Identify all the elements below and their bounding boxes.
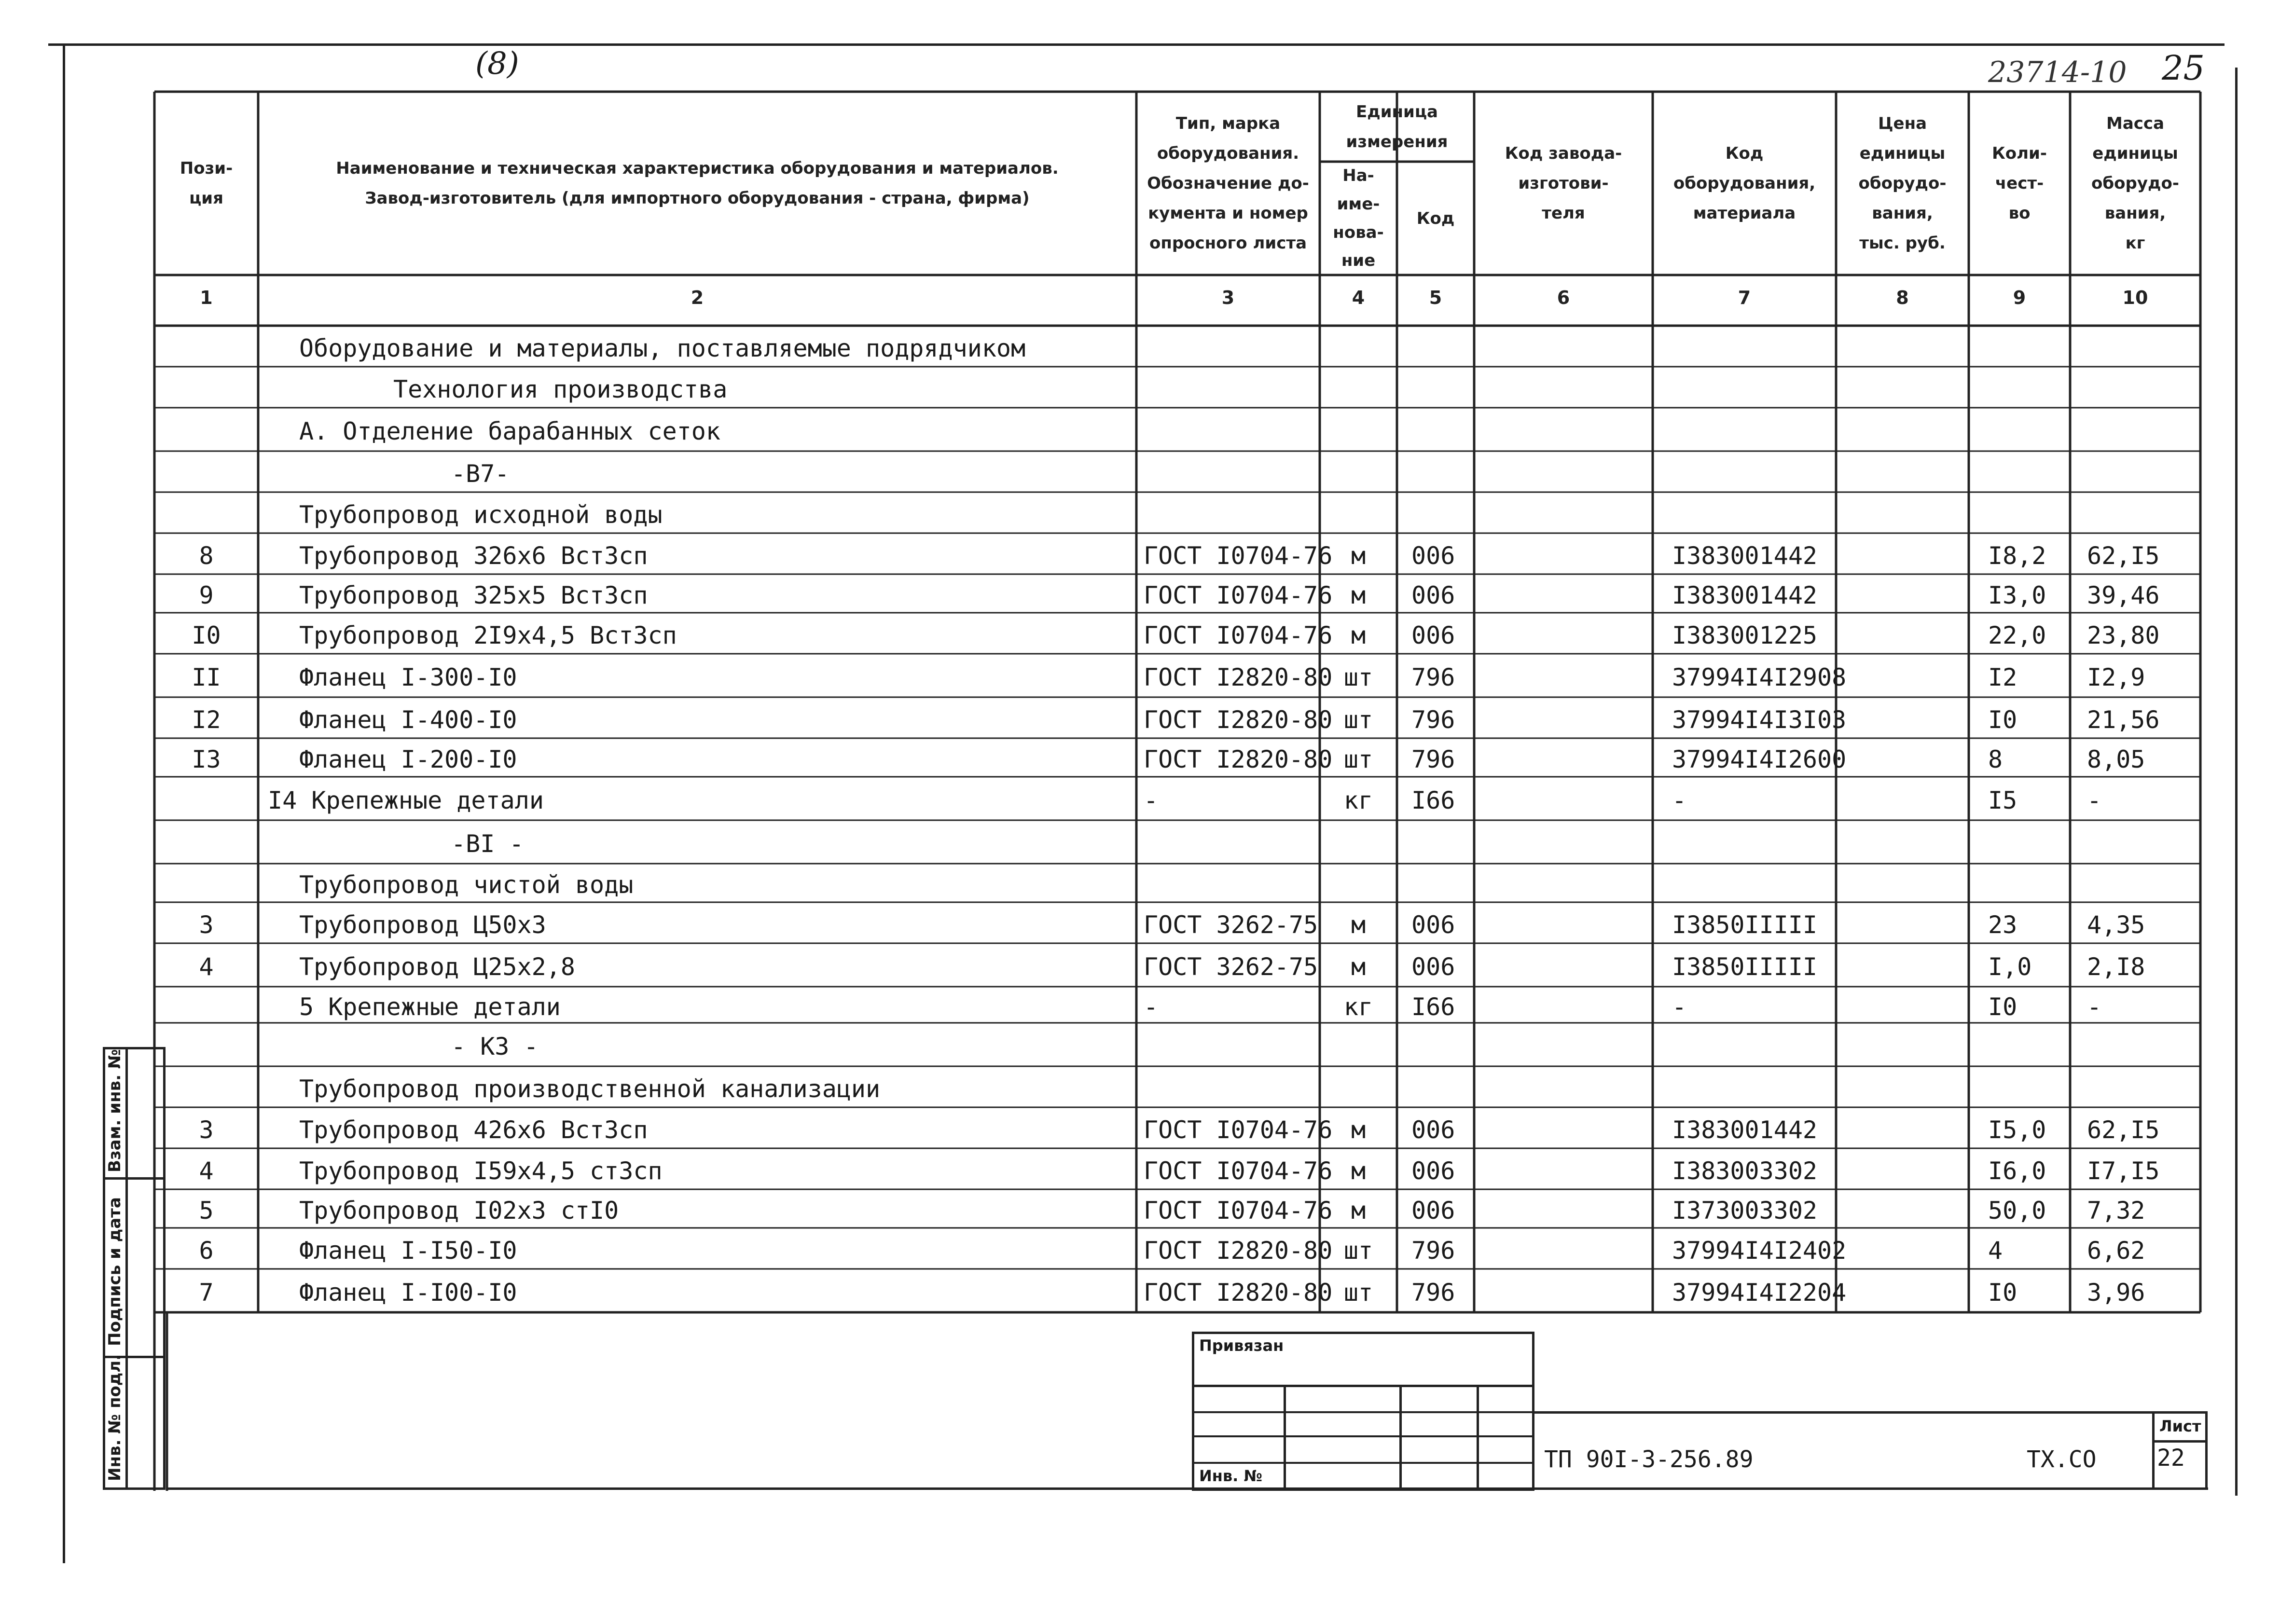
row-quantity: I5 [1988,786,2017,814]
row-name: Фланец I-I00-I0 [299,1279,517,1307]
row-unit-name: шт [1343,1279,1373,1307]
column-number: 2 [691,287,704,308]
row-quantity: I0 [1988,992,2017,1021]
row-document: ГОСТ I2820-80 [1144,1279,1333,1307]
header-unit: Единица измерения [1346,102,1448,151]
column-number: 1 [200,287,213,308]
row-name: Фланец I-400-I0 [299,705,517,734]
row-mass: 62,I5 [2087,1115,2160,1144]
row-mass: I7,I5 [2087,1156,2160,1185]
row-document: ГОСТ I2820-80 [1144,663,1333,691]
row-name: Трубопровод I02х3 стI0 [299,1197,619,1225]
header-unit-name: На- име- нова- ние [1333,166,1384,271]
header-price: Цена единицы оборудо- вания, тыс. руб. [1858,114,1947,253]
row-name: -В7- [451,459,510,488]
sign-date-label: Подпись и дата [105,1197,124,1346]
inv-label: Инв. № [1199,1467,1262,1485]
column-number: 8 [1896,287,1909,308]
row-mass: 7,32 [2087,1197,2145,1225]
row-name: Трубопровод 2I9х4,5 ВстЗсп [299,621,677,649]
archive-number: 23714-10 [1988,55,2127,89]
row-unit-name: м [1351,910,1366,939]
row-quantity: I8,2 [1988,541,2046,570]
header-unit-code: Код [1416,208,1455,228]
row-equipment-code: 37994I4I3I03 [1672,705,1847,734]
row-name: Фланец I-300-I0 [299,663,517,691]
row-unit-name: шт [1343,745,1373,773]
row-equipment-code: - [1672,992,1687,1021]
row-unit-name: шт [1343,663,1373,691]
row-unit-code: I66 [1411,992,1455,1021]
row-name: I4 Крепежные детали [268,786,544,814]
row-position: 8 [199,541,214,570]
row-unit-name: м [1351,541,1366,570]
row-name: Трубопровод производственной канализации [299,1074,881,1103]
row-unit-code: 796 [1411,663,1455,691]
row-name: А. Отделение барабанных сеток [299,417,720,445]
row-mass: 6,62 [2087,1236,2145,1265]
row-unit-name: м [1351,1115,1366,1144]
row-position: I0 [192,621,221,649]
row-document: ГОСТ I2820-80 [1144,705,1333,734]
row-unit-code: 006 [1411,1197,1455,1225]
row-position: I2 [192,705,221,734]
row-mass: - [2087,786,2102,814]
row-equipment-code: I383001442 [1672,541,1818,570]
row-mass: 2,I8 [2087,953,2145,981]
row-unit-name: м [1351,581,1366,609]
row-equipment-code: 37994I4I2600 [1672,745,1847,773]
row-position: 3 [199,910,214,939]
row-quantity: I0 [1988,705,2017,734]
row-quantity: 22,0 [1988,621,2046,649]
header-factory-code: Код завода- изготови- теля [1505,144,1622,223]
page-mark: 25 [2162,48,2205,88]
header-equipment-code: Код оборудования, материала [1673,144,1816,223]
row-unit-name: кг [1343,992,1373,1021]
row-unit-code: 006 [1411,1156,1455,1185]
row-position: II [192,663,221,691]
row-position: 5 [199,1197,214,1225]
row-equipment-code: I3850IIIII [1672,953,1818,981]
row-equipment-code: I383001442 [1672,581,1818,609]
row-name: Фланец I-I50-I0 [299,1236,517,1265]
row-position: 4 [199,953,214,981]
row-name: 5 Крепежные детали [299,992,561,1021]
row-document: ГОСТ 3262-75 [1144,910,1318,939]
row-quantity: I6,0 [1988,1156,2046,1185]
row-mass: - [2087,992,2102,1021]
row-document: ГОСТ I0704-76 [1144,581,1333,609]
row-equipment-code: I383003302 [1672,1156,1818,1185]
row-document: ГОСТ I0704-76 [1144,541,1333,570]
row-unit-name: шт [1343,1236,1373,1265]
row-document: ГОСТ I2820-80 [1144,745,1333,773]
row-mass: I2,9 [2087,663,2145,691]
row-unit-name: м [1351,953,1366,981]
row-equipment-code: I3850IIIII [1672,910,1818,939]
header-mass: Масса единицы оборудо- вания, кг [2091,114,2179,253]
row-name: Трубопровод исходной воды [299,500,663,529]
row-name: -BI - [451,830,524,858]
row-name: Оборудование и материалы, поставляемые подрядчиком [299,334,1026,362]
row-mass: 62,I5 [2087,541,2160,570]
row-name: Трубопровод 326х6 ВстЗсп [299,541,648,570]
row-name: Трубопровод Ц50х3 [299,910,546,939]
row-unit-code: I66 [1411,786,1455,814]
row-name: Технология производства [393,375,728,403]
row-quantity: I3,0 [1988,581,2046,609]
row-quantity: 23 [1988,910,2017,939]
row-unit-code: 006 [1411,581,1455,609]
row-unit-code: 796 [1411,705,1455,734]
row-mass: 3,96 [2087,1279,2145,1307]
row-name: Трубопровод Ц25х2,8 [299,953,575,981]
row-unit-code: 006 [1411,953,1455,981]
header-quantity: Коли- чест- во [1992,144,2047,223]
row-unit-name: м [1351,1197,1366,1225]
row-document: - [1144,992,1159,1021]
row-equipment-code: I373003302 [1672,1197,1818,1225]
row-unit-code: 006 [1411,541,1455,570]
set-code: ТХ.СО [2027,1446,2097,1473]
replace-inv-label: Взам. инв. № [105,1049,124,1172]
row-equipment-code: 37994I4I2402 [1672,1236,1847,1265]
row-name: Трубопровод 426х6 ВстЗсп [299,1115,648,1144]
document-code: ТП 90I-3-256.89 [1544,1446,1754,1473]
row-equipment-code: I383001225 [1672,621,1818,649]
row-quantity: I5,0 [1988,1115,2046,1144]
row-position: 6 [199,1236,214,1265]
row-document: ГОСТ I0704-76 [1144,621,1333,649]
row-mass: 8,05 [2087,745,2145,773]
row-unit-name: кг [1343,786,1373,814]
inv-orig-label: Инв. № подл. [105,1354,124,1481]
row-equipment-code: I383001442 [1672,1115,1818,1144]
row-unit-name: шт [1343,705,1373,734]
row-unit-code: 796 [1411,1279,1455,1307]
column-number: 6 [1557,287,1570,308]
row-unit-code: 006 [1411,1115,1455,1144]
row-unit-code: 796 [1411,745,1455,773]
column-number: 3 [1221,287,1235,308]
row-equipment-code: - [1672,786,1687,814]
row-quantity: 4 [1988,1236,2003,1265]
row-name: - К3 - [451,1032,539,1060]
header-name: Наименование и техническая характеристика оборудования и материалов. Завод-изготовитель (для импортного оборудования - страна, фирма) [336,159,1059,208]
row-position: 7 [199,1279,214,1307]
row-document: ГОСТ I0704-76 [1144,1156,1333,1185]
column-number: 10 [2122,287,2148,308]
row-quantity: 8 [1988,745,2003,773]
row-document: ГОСТ I0704-76 [1144,1197,1333,1225]
row-name: Трубопровод чистой воды [299,871,634,899]
column-number: 9 [2013,287,2026,308]
header-type: Тип, марка оборудования. Обозначение до- кумента и номер опросного листа [1147,114,1309,253]
row-unit-name: м [1351,1156,1366,1185]
row-unit-name: м [1351,621,1366,649]
row-position: I3 [192,745,221,773]
header-position: Пози- ция [180,159,233,208]
row-mass: 39,46 [2087,581,2160,609]
row-quantity: I2 [1988,663,2017,691]
row-quantity: I,0 [1988,953,2032,981]
row-unit-code: 006 [1411,910,1455,939]
column-number: 5 [1429,287,1442,308]
row-document: ГОСТ I2820-80 [1144,1236,1333,1265]
bound-label: Привязан [1199,1336,1284,1355]
row-mass: 21,56 [2087,705,2160,734]
row-mass: 23,80 [2087,621,2160,649]
row-unit-code: 796 [1411,1236,1455,1265]
column-number: 7 [1738,287,1751,308]
row-unit-code: 006 [1411,621,1455,649]
row-position: 3 [199,1115,214,1144]
sheet-label: Лист [2159,1417,2201,1435]
row-equipment-code: 37994I4I2204 [1672,1279,1847,1307]
row-quantity: I0 [1988,1279,2017,1307]
row-document: ГОСТ I0704-76 [1144,1115,1333,1144]
sheet-number: 22 [2157,1445,2185,1472]
row-name: Фланец I-200-I0 [299,745,517,773]
row-equipment-code: 37994I4I2908 [1672,663,1847,691]
row-mass: 4,35 [2087,910,2145,939]
row-name: Трубопровод I59х4,5 ст3сп [299,1156,663,1185]
row-quantity: 50,0 [1988,1197,2046,1225]
row-position: 4 [199,1156,214,1185]
sheet-mark: (8) [475,46,519,82]
row-document: ГОСТ 3262-75 [1144,953,1318,981]
row-position: 9 [199,581,214,609]
column-number: 4 [1352,287,1365,308]
row-document: - [1144,786,1159,814]
row-name: Трубопровод 325х5 ВстЗсп [299,581,648,609]
